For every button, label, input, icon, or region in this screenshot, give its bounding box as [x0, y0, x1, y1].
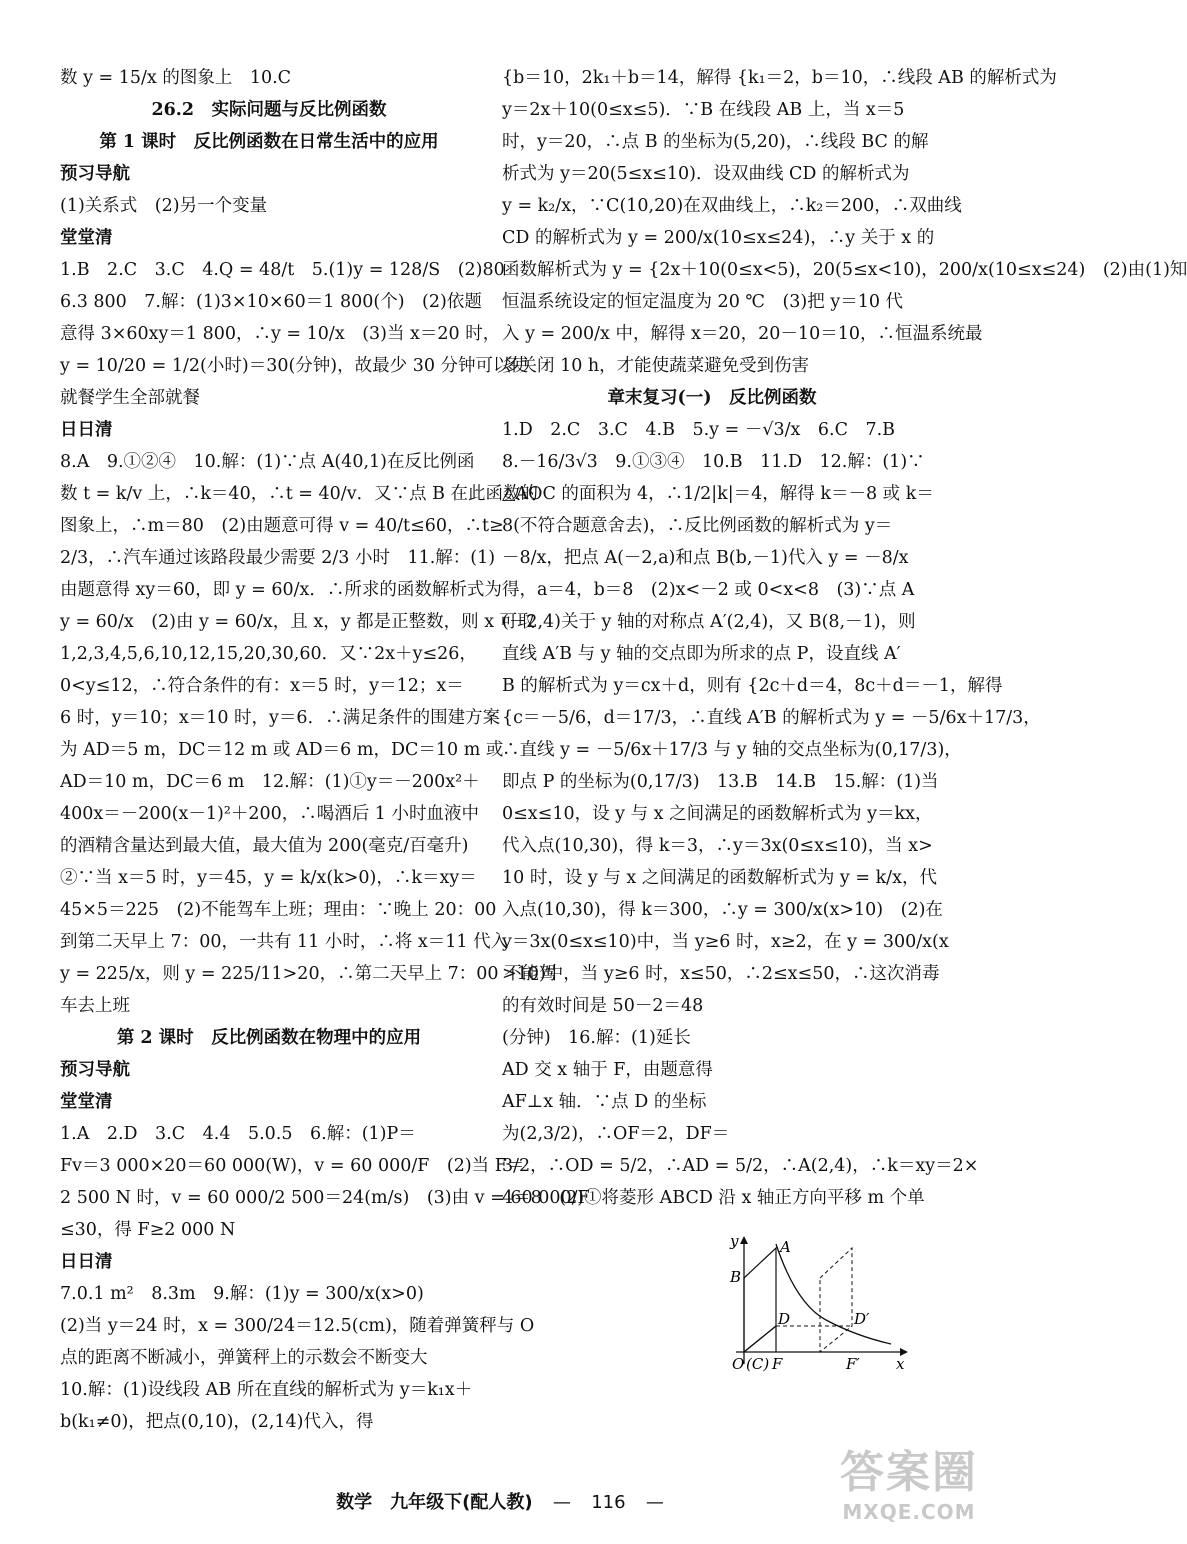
- answer-line: CD 的解析式为 y = 200/x(10≤x≤24)，∴y 关于 x 的: [502, 228, 935, 248]
- answer-line: 析式为 y＝20(5≤x≤10)．设双曲线 CD 的解析式为: [502, 164, 910, 184]
- label-f: F: [772, 1355, 783, 1373]
- y-axis-arrow: [740, 1236, 748, 1244]
- answer-line: 即点 P 的坐标为(0,17/3) 13.B 14.B 15.解：(1)当: [502, 772, 939, 792]
- section-heading: 章末复习(一) 反比例函数: [607, 388, 817, 408]
- label-b: B: [730, 1268, 742, 1286]
- subsection-label: 预习导航: [60, 164, 130, 184]
- answer-line: 2/3，∴汽车通过该路段最少需要 2/3 小时 11.解：(1): [60, 548, 496, 568]
- label-y: y: [730, 1232, 739, 1250]
- label-x: x: [896, 1355, 905, 1373]
- answer-line: 8.A 9.①②④ 10.解：(1)∵点 A(40,1)在反比例函: [60, 452, 475, 472]
- label-o: O: [732, 1355, 745, 1373]
- answer-line: ②∵当 x＝5 时，y＝45，y = k/x(k>0)，∴k＝xy＝: [60, 868, 477, 888]
- answer-line: y＝3x(0≤x≤10)中，当 y≥6 时，x≥2，在 y = 300/x(x: [502, 932, 949, 952]
- answer-line: 0<y≤12，∴符合条件的有：x＝5 时，y＝12；x＝: [60, 676, 464, 696]
- answer-line: 数 y = 15/x 的图象上 10.C: [60, 68, 292, 88]
- answer-line: (2)当 y＝24 时，x = 300/24＝12.5(cm)，随着弹簧秤与 O: [60, 1316, 535, 1336]
- rhombus-abcd: [744, 1248, 776, 1352]
- answer-line: 45×5＝225 (2)不能驾车上班；理由：∵晚上 20：00: [60, 900, 497, 920]
- subsection-label: 预习导航: [60, 1060, 130, 1080]
- label-d-prime: D′: [854, 1310, 870, 1328]
- segment-od: [744, 1326, 776, 1352]
- answer-line: 0≤x≤10，设 y 与 x 之间满足的函数解析式为 y＝kx，: [502, 804, 933, 824]
- answer-line: 10 时，设 y 与 x 之间满足的函数解析式为 y = k/x，代: [502, 868, 937, 888]
- answer-line: (分钟) 16.解：(1)延长: [502, 1028, 691, 1048]
- answer-line: 时，y＝20，∴点 B 的坐标为(5,20)，∴线段 BC 的解: [502, 132, 929, 152]
- translated-rhombus: [820, 1248, 852, 1352]
- answer-line: －8/x，把点 A(－2,a)和点 B(b,－1)代入 y = －8/x: [502, 548, 909, 568]
- section-heading: 第 1 课时 反比例函数在日常生活中的应用: [99, 132, 439, 152]
- answer-line: y = k₂/x，∵C(10,20)在双曲线上，∴k₂＝200，∴双曲线: [502, 196, 962, 216]
- answer-line: △AOC 的面积为 4，∴1/2|k|＝4，解得 k＝－8 或 k＝: [502, 484, 934, 504]
- answer-line: 点的距离不断减小，弹簧秤上的示数会不断变大: [60, 1348, 428, 1368]
- subsection-label: 日日清: [60, 420, 113, 440]
- answer-line: 车去上班: [60, 996, 130, 1016]
- section-heading: 26.2 实际问题与反比例函数: [151, 100, 387, 120]
- answer-line: 意得 3×60xy＝1 800，∴y = 10/x (3)当 x＝20 时，: [60, 324, 501, 344]
- answer-line: 6.3 800 7.解：(1)3×10×60＝1 800(个) (2)依题: [60, 292, 482, 312]
- answer-line: 3/2，∴OD = 5/2，∴AD = 5/2，∴A(2,4)，∴k＝xy＝2×: [502, 1156, 979, 1176]
- answer-line: 得，a＝4，b＝8 (2)x<－2 或 0<x<8 (3)∵点 A: [502, 580, 915, 600]
- answer-line: 400x＝－200(x－1)²＋200，∴喝酒后 1 小时血液中: [60, 804, 480, 824]
- answer-line: {b＝10，2k₁＋b＝14，解得 {k₁＝2，b＝10，∴线段 AB 的解析式为: [502, 68, 1057, 88]
- answer-line: 8.－16/3√3 9.①③④ 10.B 11.D 12.解：(1)∵: [502, 452, 925, 472]
- answer-line: 入点(10,30)，得 k＝300，∴y = 300/x(x>10) (2)在: [502, 900, 943, 920]
- footer-dash: —: [552, 1492, 571, 1513]
- answer-line: 1.D 2.C 3.C 4.B 5.y = －√3/x 6.C 7.B: [502, 420, 896, 440]
- left-column: [60, 62, 590, 1438]
- answer-line: 的酒精含量达到最大值，最大值为 200(毫克/百毫升): [60, 836, 469, 856]
- subsection-label: 日日清: [60, 1252, 113, 1272]
- answer-line: 函数解析式为 y = {2x＋10(0≤x<5)，20(5≤x<10)，200/x(10≤x≤24) (2)由(1)知: [502, 260, 1187, 280]
- right-column: [502, 62, 1187, 1214]
- footer-subject: 数学 九年级下(配人教): [336, 1492, 533, 1513]
- answer-line: y = 10/20 = 1/2(小时)＝30(分钟)，故最少 30 分钟可以使: [60, 356, 529, 376]
- answer-line: 10.解：(1)设线段 AB 所在直线的解析式为 y＝k₁x＋: [60, 1380, 473, 1400]
- answer-line: 6 时，y＝10；x＝10 时，y＝6．∴满足条件的围建方案: [60, 708, 501, 728]
- answer-line: 2 500 N 时，v = 60 000/2 500＝24(m/s) (3)由 v = 60 000/F: [60, 1188, 590, 1208]
- answer-line: 恒温系统设定的恒定温度为 20 ℃ (3)把 y＝10 代: [502, 292, 904, 312]
- answer-line: 直线 A′B 与 y 轴的交点即为所求的点 P，设直线 A′: [502, 644, 901, 664]
- watermark-text: 答案圈: [840, 1447, 978, 1498]
- section-heading: 第 2 课时 反比例函数在物理中的应用: [116, 1028, 422, 1048]
- answer-line: y＝2x＋10(0≤x≤5)．∵B 在线段 AB 上，当 x＝5: [502, 100, 905, 120]
- answer-line: Fv＝3 000×20＝60 000(W)，v = 60 000/F (2)当 F＝: [60, 1156, 525, 1176]
- watermark-url: MXQE.COM: [842, 1500, 976, 1524]
- watermark-logo: [840, 1436, 978, 1524]
- label-c: (C): [746, 1355, 770, 1373]
- answer-line: 为 AD＝5 m，DC＝12 m 或 AD＝6 m，DC＝10 m 或: [60, 740, 504, 760]
- label-d: D: [778, 1310, 791, 1328]
- answer-line: 1.B 2.C 3.C 4.Q = 48/t 5.(1)y = 128/S (2)80: [60, 260, 505, 280]
- answer-line: >10)中，当 y≥6 时，x≤50，∴2≤x≤50，∴这次消毒: [502, 964, 940, 984]
- answer-line: 入 y = 200/x 中，解得 x＝20，20－10＝10，∴恒温系统最: [502, 324, 983, 344]
- page-number: 116: [591, 1492, 626, 1513]
- answer-line: AF⊥x 轴．∵点 D 的坐标: [502, 1092, 707, 1112]
- answer-line: B 的解析式为 y＝cx＋d，则有 {2c＋d＝4，8c＋d＝－1，解得: [502, 676, 1003, 696]
- answer-line: ≤30，得 F≥2 000 N: [60, 1220, 236, 1240]
- answer-line: 的有效时间是 50－2＝48: [502, 996, 704, 1016]
- hyperbola-curve: [776, 1244, 891, 1344]
- label-a: A: [780, 1238, 791, 1256]
- answer-line: 为(2,3/2)，∴OF＝2，DF＝: [502, 1124, 730, 1144]
- answer-line: 4＝8 (2)①将菱形 ABCD 沿 x 轴正方向平移 m 个单: [502, 1188, 925, 1208]
- label-f-prime: F′: [846, 1355, 860, 1373]
- answer-line: 7.0.1 m² 8.3m 9.解：(1)y = 300/x(x>0): [60, 1284, 424, 1304]
- answer-line: 就餐学生全部就餐: [60, 388, 200, 408]
- answer-line: y = 60/x (2)由 y = 60/x，且 x，y 都是正整数，则 x 可取: [60, 612, 535, 632]
- answer-line: 由题意得 xy＝60，即 y = 60/x．∴所求的函数解析式为: [60, 580, 502, 600]
- answer-line: 代入点(10,30)，得 k＝3，∴y＝3x(0≤x≤10)，当 x>: [502, 836, 933, 856]
- answer-line: (1)关系式 (2)另一个变量: [60, 196, 268, 216]
- answer-line: 到第二天早上 7：00，一共有 11 小时，∴将 x＝11 代入: [60, 932, 509, 952]
- answer-line: {c＝－5/6，d＝17/3，∴直线 A′B 的解析式为 y = －5/6x＋17/3，: [502, 708, 1041, 728]
- answer-line: b(k₁≠0)，把点(0,10)，(2,14)代入，得: [60, 1412, 374, 1432]
- answer-line: 1,2,3,4,5,6,10,12,15,20,30,60．又∵2x＋y≤26，: [60, 644, 477, 664]
- subsection-label: 堂堂清: [60, 228, 113, 248]
- answer-line: (－2,4)关于 y 轴的对称点 A′(2,4)，又 B(8,－1)，则: [502, 612, 916, 632]
- footer-dash-right: —: [645, 1492, 664, 1513]
- answer-line: 8(不符合题意舍去)，∴反比例函数的解析式为 y＝: [502, 516, 893, 536]
- answer-line: AD＝10 m，DC＝6 m 12.解：(1)①y＝－200x²＋: [60, 772, 480, 792]
- answer-line: 多关闭 10 h，才能使蔬菜避免受到伤害: [502, 356, 810, 376]
- answer-line: AD 交 x 轴于 F，由题意得: [502, 1060, 713, 1080]
- answer-line: y = 225/x，则 y = 225/11>20，∴第二天早上 7：00 不能驾: [60, 964, 557, 984]
- function-graph-figure: [726, 1234, 908, 1374]
- answer-line: ∴直线 y = －5/6x＋17/3 与 y 轴的交点坐标为(0,17/3)，: [502, 740, 962, 760]
- answer-line: 图象上，∴m＝80 (2)由题意可得 v = 40/t≤60，∴t≥: [60, 516, 504, 536]
- answer-line: 1.A 2.D 3.C 4.4 5.0.5 6.解：(1)P＝: [60, 1124, 416, 1144]
- subsection-label: 堂堂清: [60, 1092, 113, 1112]
- answer-line: 数 t = k/v 上，∴k＝40，∴t = 40/v．又∵点 B 在此函数的: [60, 484, 539, 504]
